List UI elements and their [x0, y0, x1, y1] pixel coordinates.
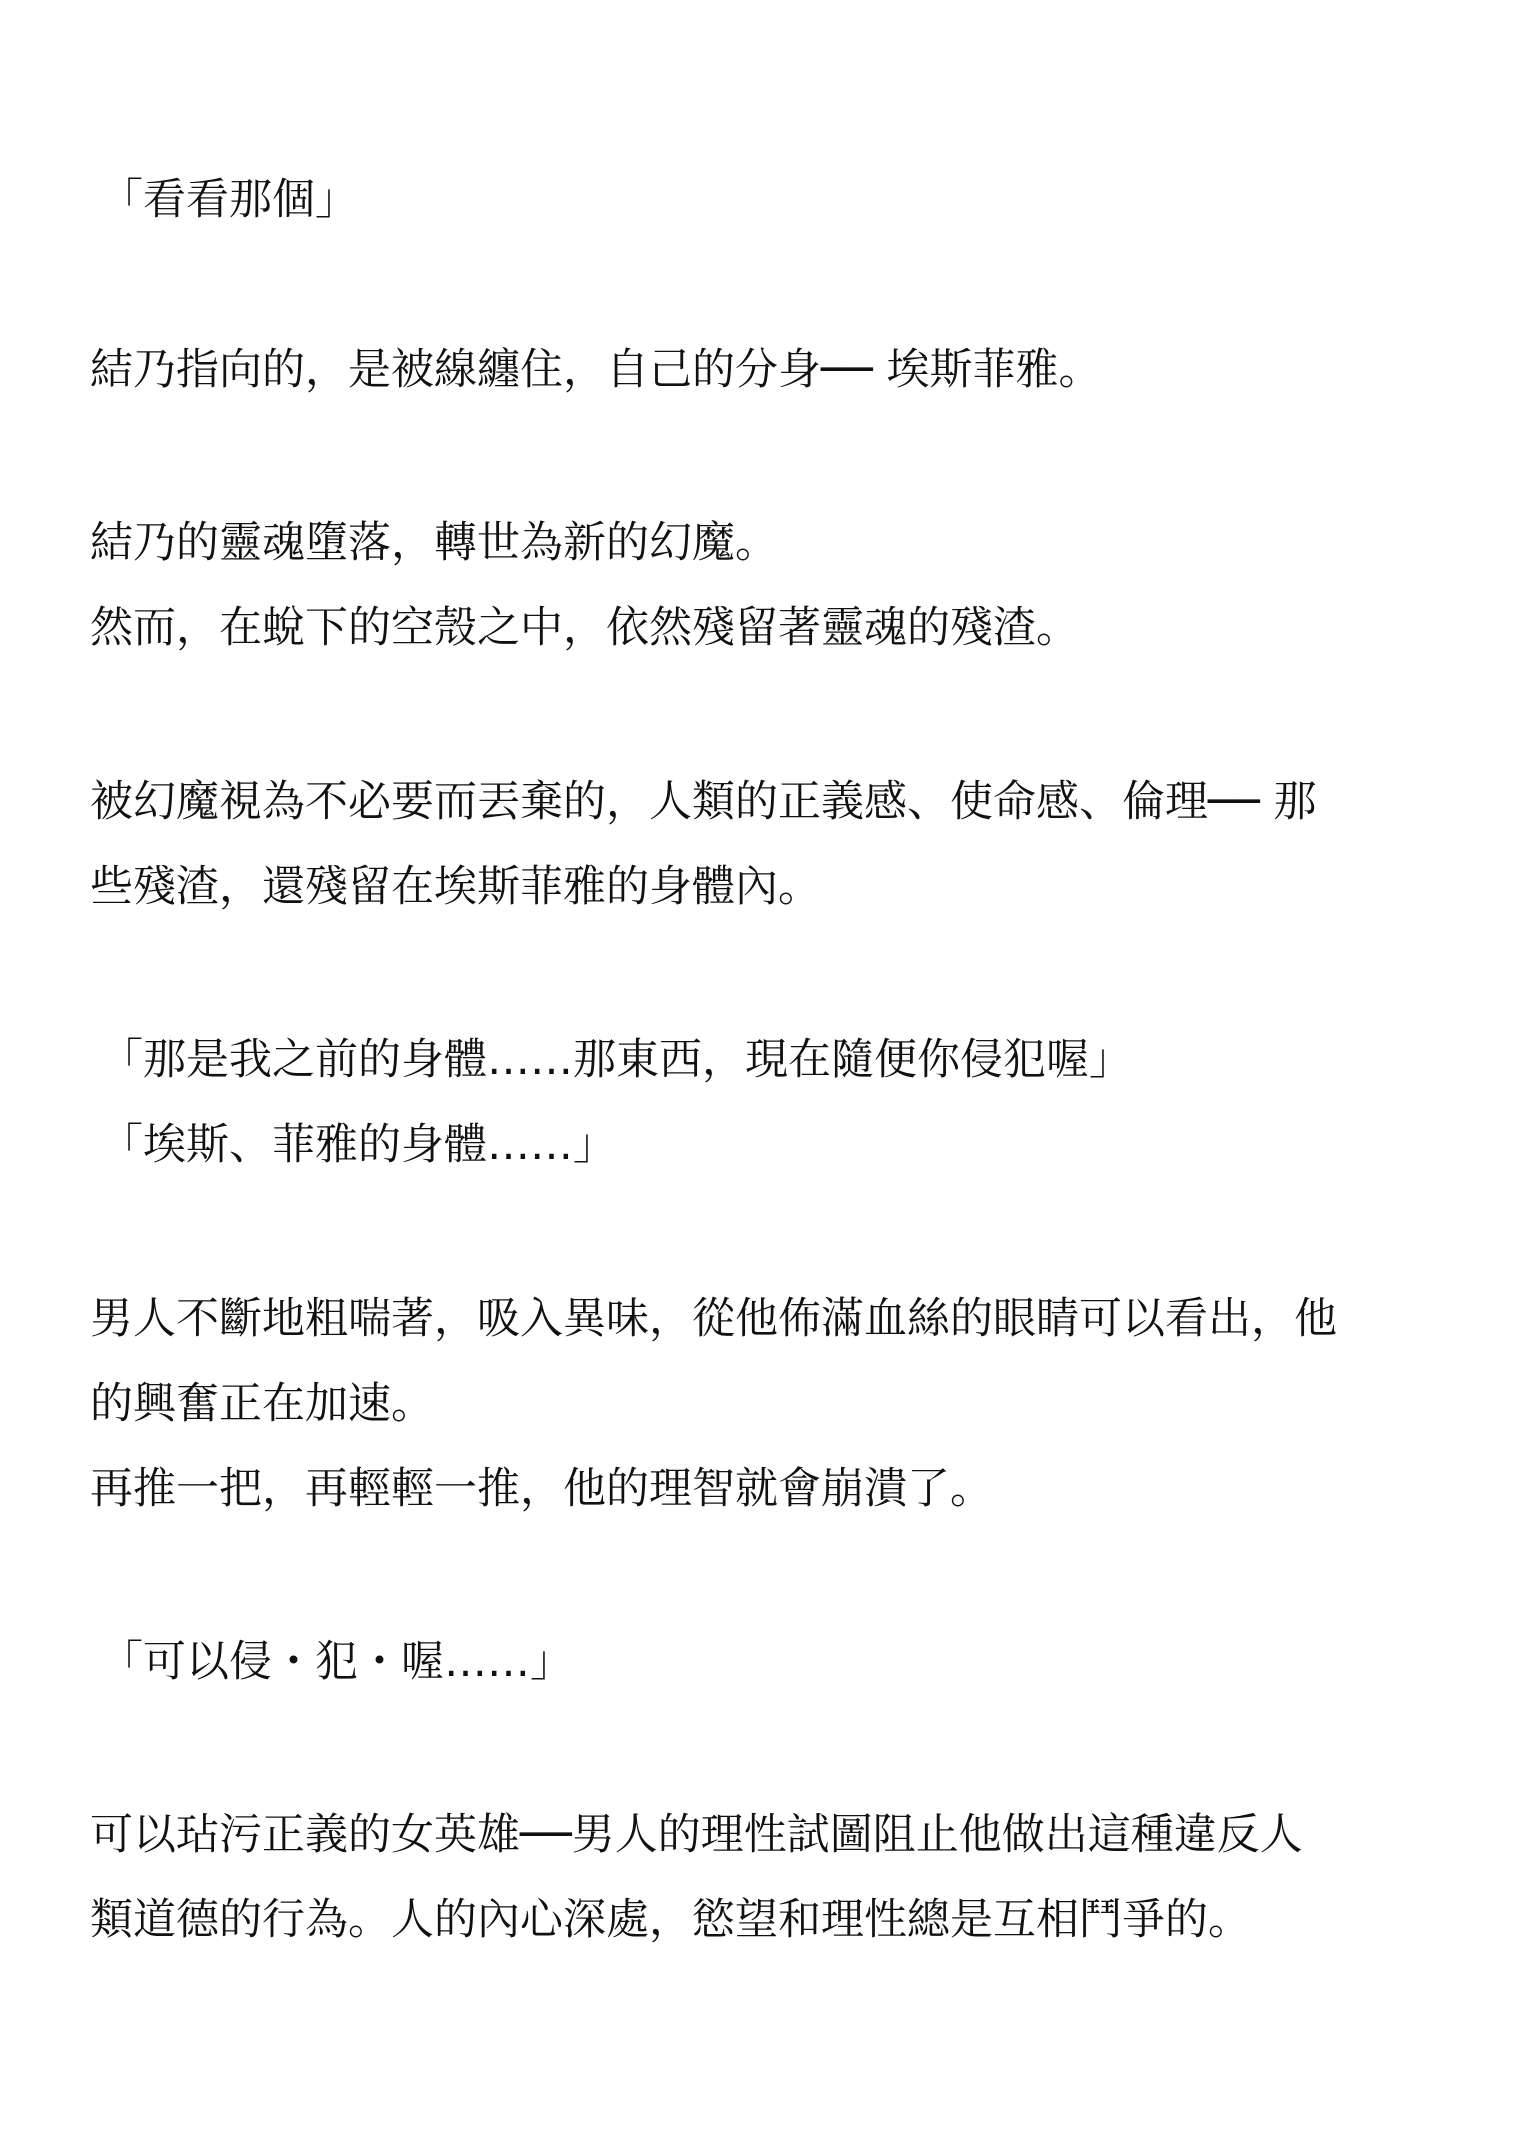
paragraph-line-4: 然而，在蛻下的空殼之中，依然殘留著靈魂的殘渣。: [90, 603, 1079, 653]
dialogue-line-3: 「可以侵・犯・喔……」: [100, 1637, 573, 1687]
paragraph-line-2: 結乃指向的，是被線纏住，自己的分身── 埃斯菲雅。: [90, 345, 1102, 395]
paragraph-line-3: 結乃的靈魂墮落，轉世為新的幻魔。: [90, 518, 778, 568]
dialogue-line-1: 「那是我之前的身體……那東西，現在隨便你侵犯喔」: [100, 1035, 1132, 1085]
paragraph-line-8: 的興奮正在加速。: [90, 1379, 434, 1429]
paragraph-line-10: 可以玷污正義的女英雄──男人的理性試圖阻止他做出這種違反人: [90, 1810, 1303, 1860]
paragraph-line-5: 被幻魔視為不必要而丟棄的，人類的正義感、使命感、倫理── 那: [90, 777, 1317, 827]
dialogue-line-2: 「埃斯、菲雅的身體……」: [100, 1120, 616, 1170]
paragraph-line-1: 「看看那個」: [100, 175, 358, 225]
paragraph-line-6: 些殘渣，還殘留在埃斯菲雅的身體內。: [90, 862, 821, 912]
paragraph-line-9: 再推一把，再輕輕一推，他的理智就會崩潰了。: [90, 1464, 993, 1514]
paragraph-line-7: 男人不斷地粗喘著，吸入異味，從他佈滿血絲的眼睛可以看出，他: [90, 1294, 1337, 1344]
paragraph-line-11: 類道德的行為。人的內心深處，慾望和理性總是互相鬥爭的。: [90, 1895, 1251, 1945]
